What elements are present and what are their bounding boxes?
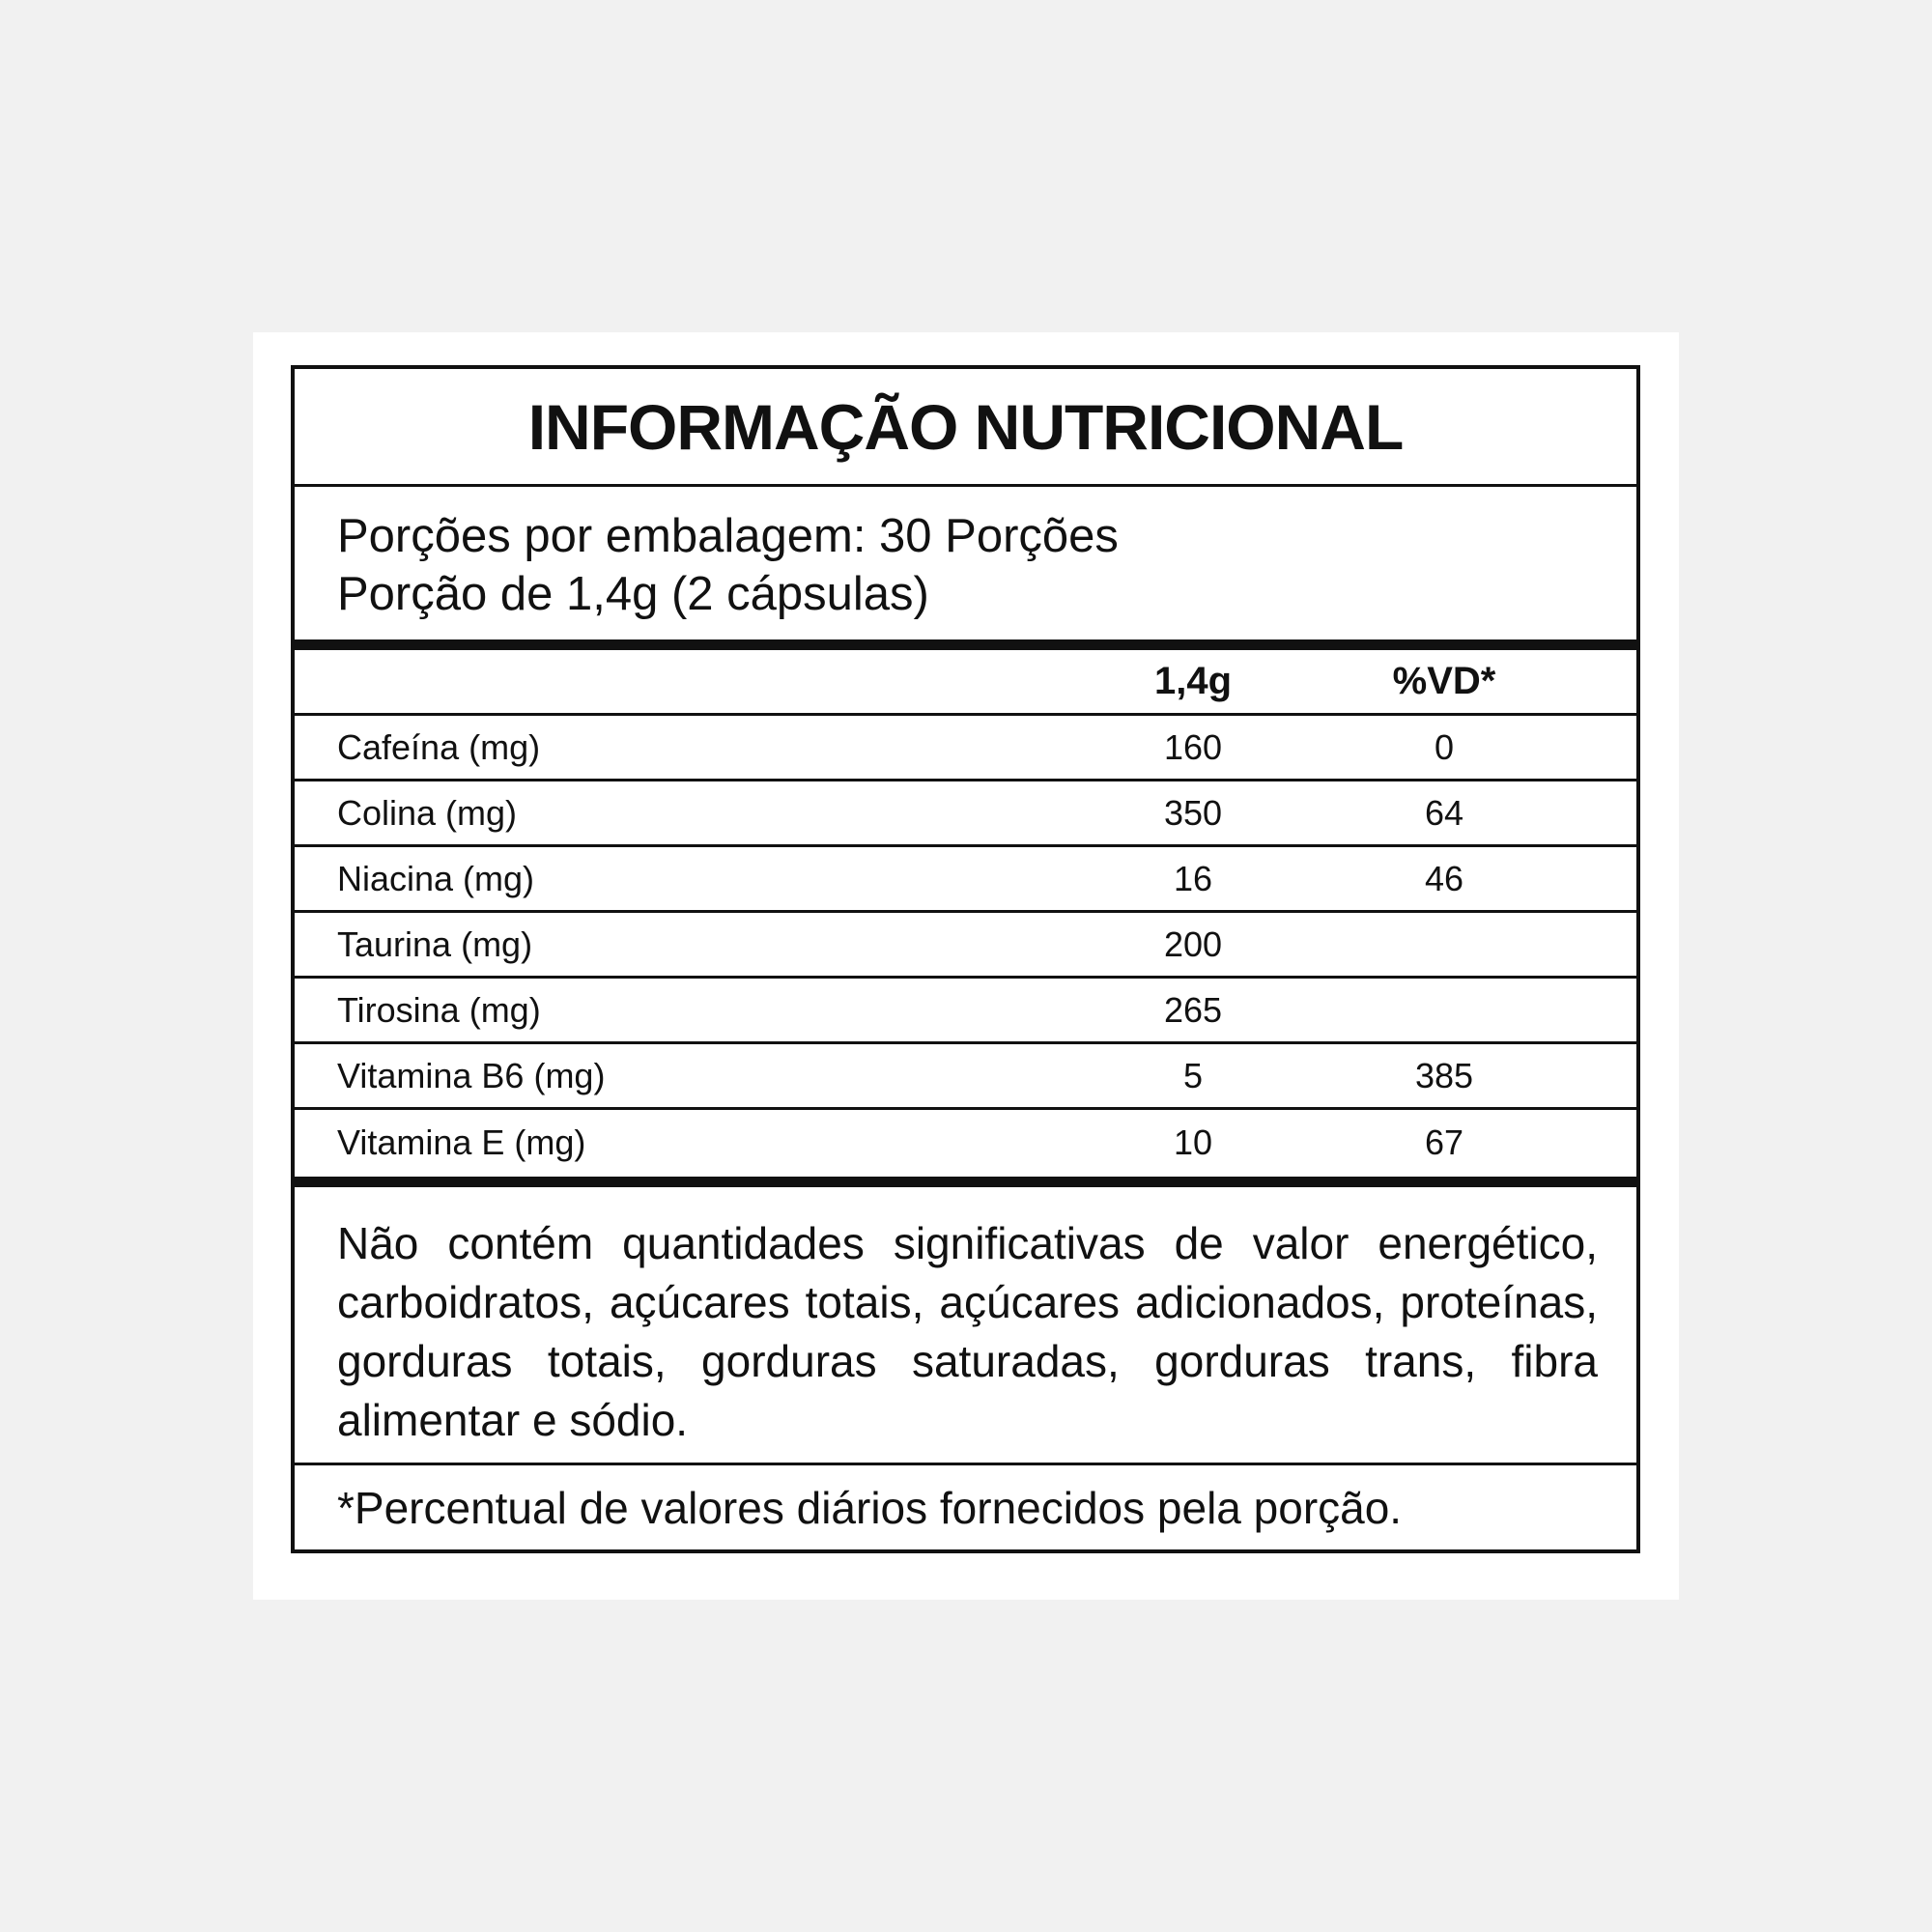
footnote-divider [295,1463,1636,1465]
header-vd: %VD* [1392,660,1496,702]
table-row [295,913,1636,979]
table-row [295,1044,1636,1110]
nutrient-amount: 265 [1163,989,1223,1030]
nutrient-vd: 46 [1424,858,1464,898]
nutrient-vd: 67 [1424,1122,1464,1162]
table-row [295,847,1636,913]
nutrient-vd: 0 [1434,726,1455,767]
footnote: *Percentual de valores diários fornecidos pela porção. [337,1483,1403,1533]
table-row [295,781,1636,847]
header-amount: 1,4g [1153,660,1233,702]
panel-title: INFORMAÇÃO NUTRICIONAL [295,369,1636,487]
nutrient-name: Colina (mg) [337,792,518,833]
nutrient-vd: 385 [1414,1055,1474,1095]
nutrient-amount: 200 [1163,923,1223,964]
nutrient-name: Vitamina E (mg) [337,1122,586,1162]
nutrient-name: Niacina (mg) [337,858,535,898]
serving-size: Porção de 1,4g (2 cápsulas) [337,568,929,620]
nutrient-note: Não contém quantidades significativas de valor energético, carboidratos, açúcares totais, açúcares adicionados, proteínas, gorduras totais, gorduras saturadas, gorduras trans, fibra alimentar e sódio. [337,1218,1598,1445]
nutrient-amount: 350 [1163,792,1223,833]
servings-per-package: Porções por embalagem: 30 Porções [337,510,1119,562]
thick-divider-top [295,639,1636,650]
table-row [295,716,1636,781]
nutrient-name: Tirosina (mg) [337,989,541,1030]
nutrient-name: Cafeína (mg) [337,726,541,767]
nutrient-table [295,650,1636,1176]
nutrition-facts-panel [291,365,1640,1553]
nutrient-name: Taurina (mg) [337,923,533,964]
nutrient-amount: 5 [1182,1055,1204,1095]
nutrient-amount: 160 [1163,726,1223,767]
table-row [295,1110,1636,1176]
table-header-row [295,650,1636,716]
nutrient-amount: 10 [1173,1122,1213,1162]
nutrient-vd: 64 [1424,792,1464,833]
thick-divider-bottom [295,1177,1636,1187]
nutrient-name: Vitamina B6 (mg) [337,1055,606,1095]
nutrient-amount: 16 [1173,858,1213,898]
table-row [295,979,1636,1044]
serving-info [337,507,1119,623]
